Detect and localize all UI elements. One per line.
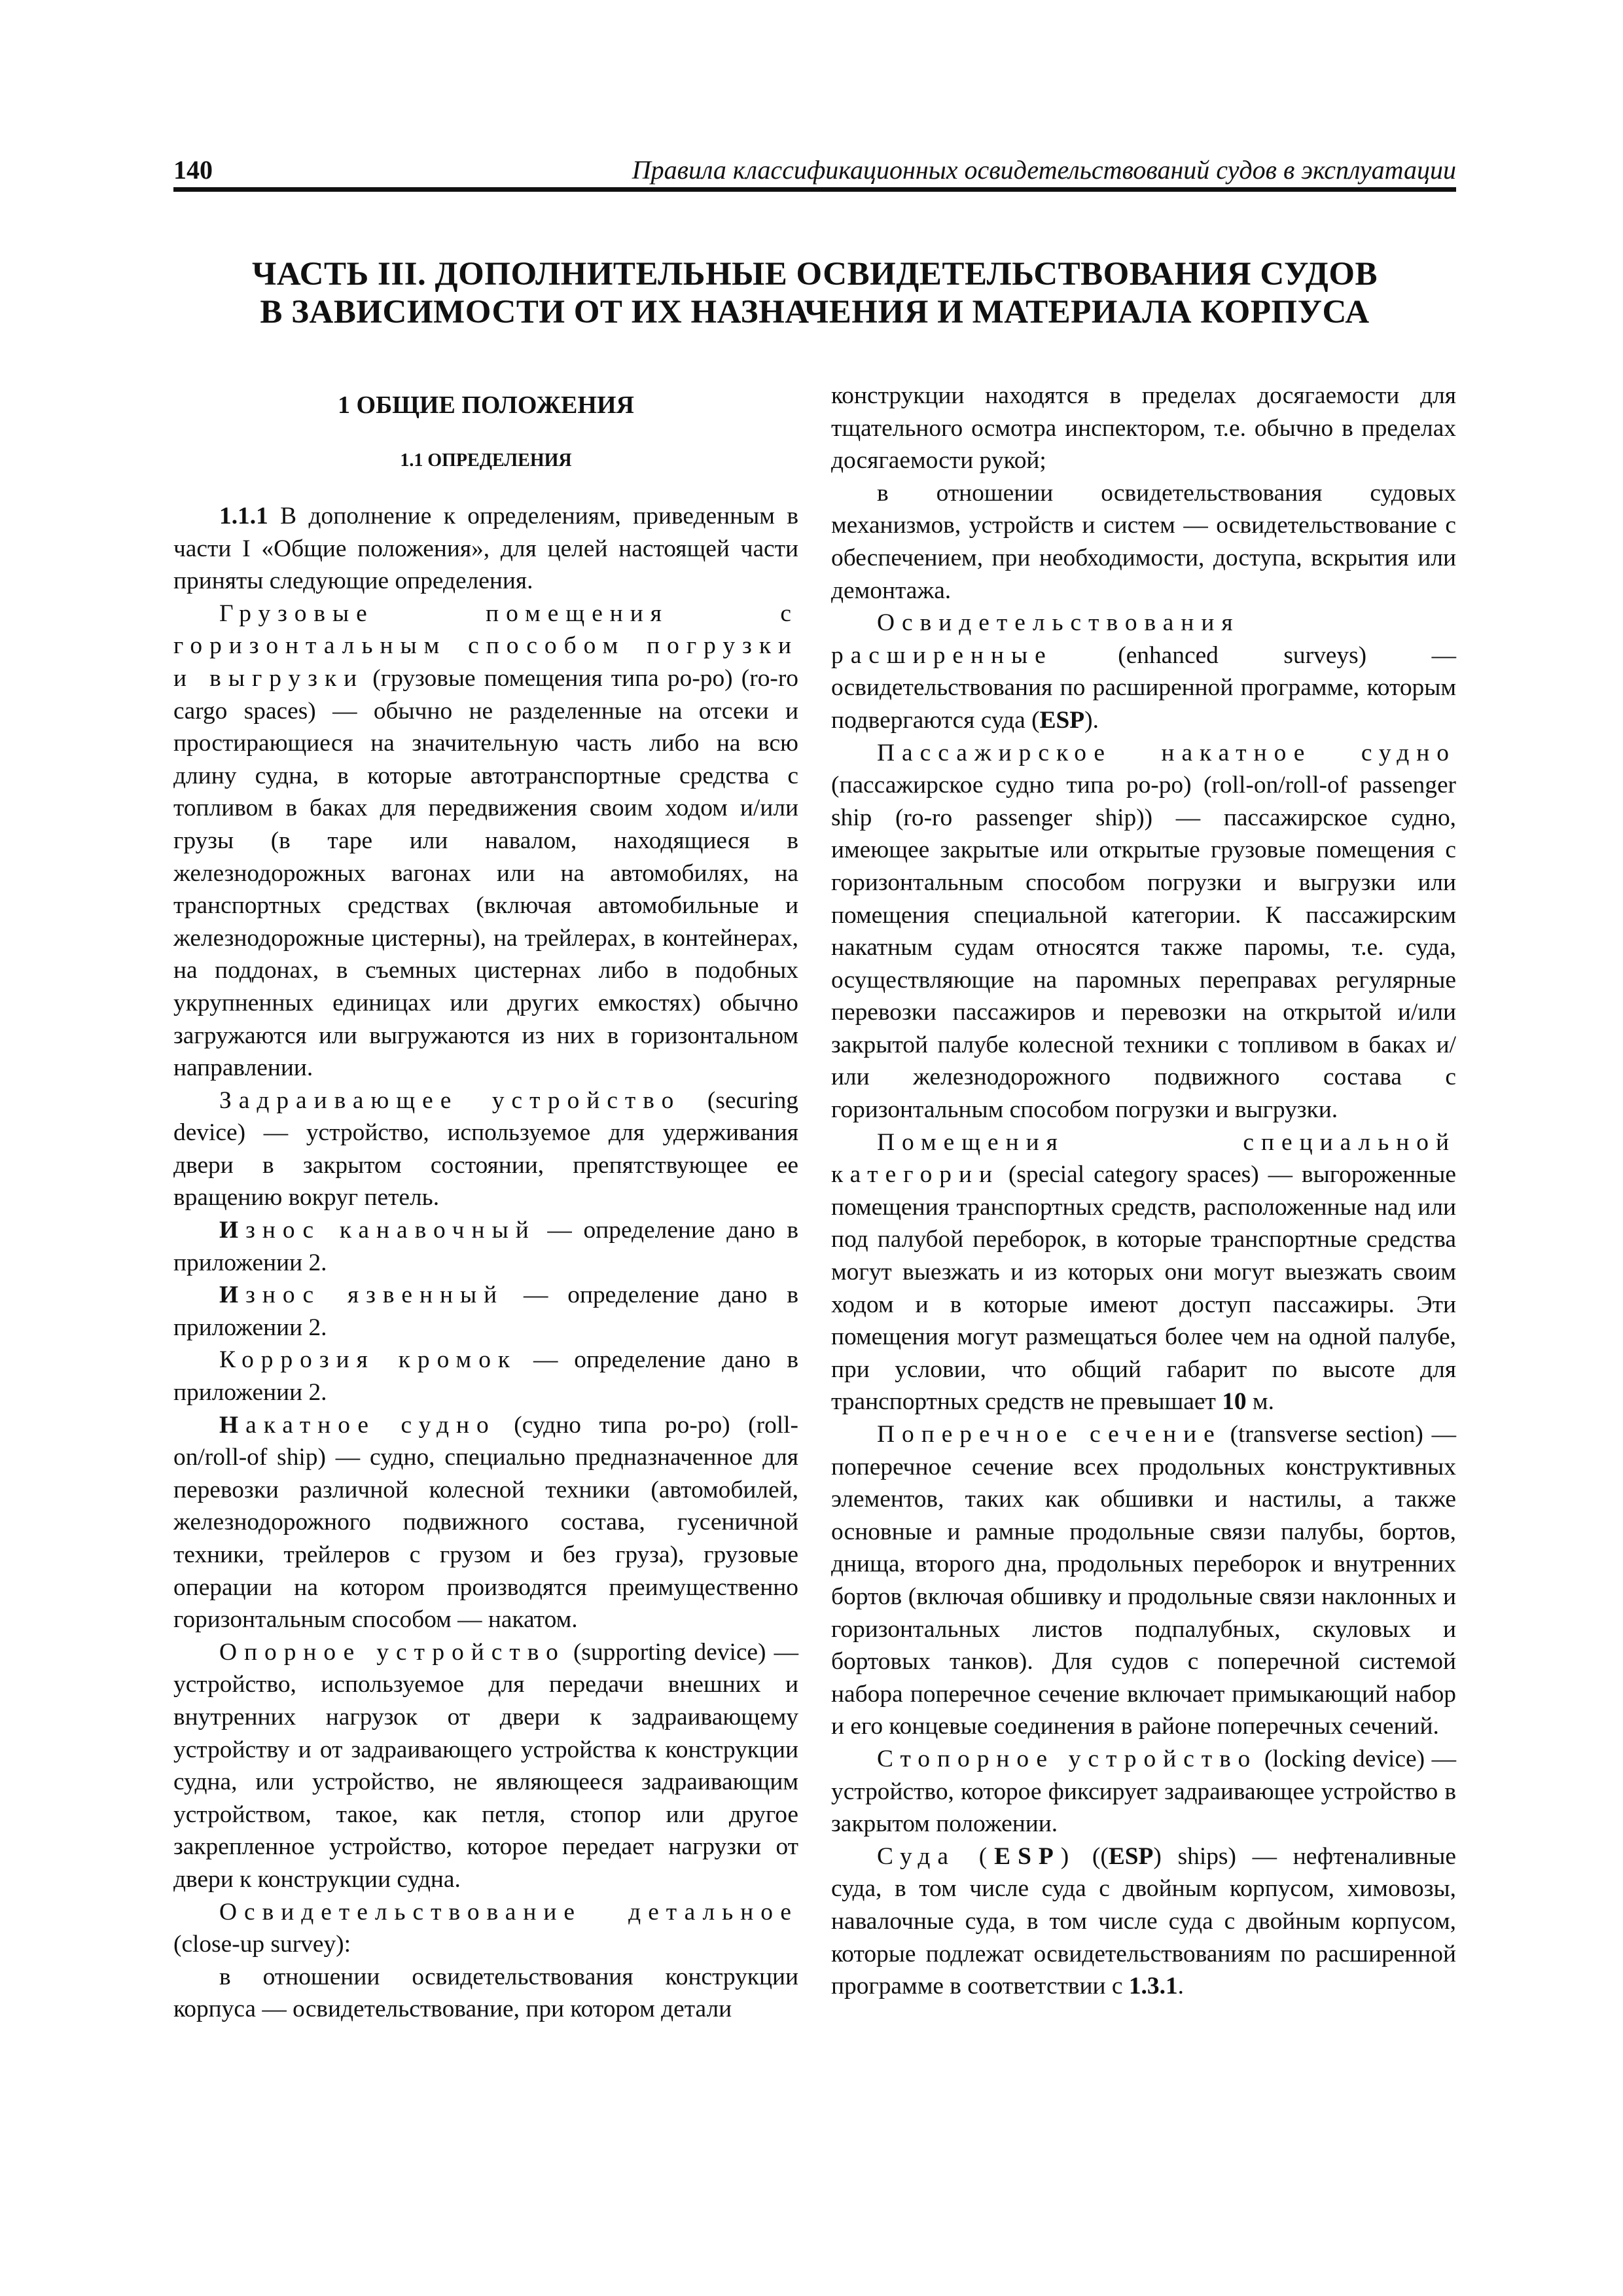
term: Грузовые помещения с горизонтальным способом погрузки и выгрузки [173, 600, 798, 692]
term: Опорное устройство [219, 1638, 565, 1666]
term: Пассажирское накатное судно [877, 739, 1456, 766]
paragraph-hull-structure: в отношении освидетельствования конструкции корпуса — освидетельствование, при котором детали [173, 1963, 798, 2023]
definition-ro-ro-passenger-ship: Пассажирское накатное судно (пассажирское судно типа ро-ро) (roll-on/roll-of passenger ship (ro-ro passenger ship)) — пассажирское судно, имеющее закрытые или открытые грузовые помещения с горизонтальным способом погрузки и выгрузки или помещения специальной категории. К пассажирским накатным судам относятся также паромы, т.е. суда, осуществляющие на паромных переправах регулярные перевозки пассажиров и перевозки на открытой и/или закрытой палубе колесной техники с топливом в баках и/или железнодорожного подвижного состава с горизонтальным способом погрузки и выгрузки. [831, 739, 1456, 1124]
section-heading: 1 ОБЩИЕ ПОЛОЖЕНИЯ [338, 391, 634, 419]
term: Освидетельствование детальное [219, 1898, 798, 1926]
part-title-line-2: В ЗАВИСИМОСТИ ОТ ИХ НАЗНАЧЕНИЯ И МАТЕРИАЛА КОРПУСА [260, 294, 1370, 331]
definition-edge-corrosion: Коррозия кромок — определение дано в приложении 2. [173, 1346, 798, 1407]
definition-locking-device: Стопорное устройство (locking device) — устройство, которое фиксирует задраивающее устройство в закрытом положении. [831, 1745, 1456, 1838]
term: Стопорное устройство [877, 1745, 1258, 1772]
right-column [831, 380, 1456, 2003]
definition-pitting: Износ язвенный — определение дано в приложении 2. [173, 1282, 798, 1341]
part-title [173, 255, 1456, 331]
term: Помещения специальной категории [831, 1128, 1456, 1189]
left-column [173, 380, 798, 2026]
term: знос канавочный [245, 1217, 536, 1244]
definition-ro-ro-ship: Накатное судно (судно типа ро-ро) (roll-on/roll-of ship) — судно, специально предназначенное для перевозки различной колесной техники (автомобилей, железнодорожного подвижного состава, гусеничной техники, трейлеров с грузом и без груза), грузовые операции на котором производятся преимущественно горизонтальным способом — накатом. [173, 1411, 798, 1634]
definition-close-up-survey: Освидетельствование детальное (close-up survey): [173, 1898, 798, 1958]
subsection-heading: 1.1 ОПРЕДЕЛЕНИЯ [400, 450, 572, 471]
paragraph-continuation: конструкции находятся в пределах досягаемости для тщательного осмотра инспектором, т.е. обычно в пределах досягаемости рукой; [831, 382, 1456, 475]
term: Задраивающее устройство [219, 1086, 681, 1114]
page-header [173, 145, 1456, 192]
part-title-line-1: ЧАСТЬ III. ДОПОЛНИТЕЛЬНЫЕ ОСВИДЕТЕЛЬСТВОВАНИЯ СУДОВ [251, 256, 1378, 293]
running-title: Правила классификационных освидетельствований судов в эксплуатации [632, 155, 1456, 185]
definition-supporting-device: Опорное устройство (supporting device) — устройство, используемое для передачи внешних и внутренних нагрузок от двери к задраивающему устройству и от задраивающего устройства к конструкции судна, или устройство, не являющееся задраивающим устройством, такое, как петля, стопор или другое закрепленное устройство, которое передает нагрузки от двери к конструкции судна. [173, 1638, 798, 1893]
definition-special-category-spaces: Помещения специальной категории (special category spaces) — выгороженные помещения транспортных средств, расположенные над или под палубой переборок, в которые транспортные средства могут выезжать и из которых они могут выезжать своим ходом и в которые имеют доступ пассажиры. Эти помещения могут размещаться более чем на одной палубе, при условии, что общий габарит по высоте для транспортных средств не превышает 10 м. [831, 1128, 1456, 1416]
term: Поперечное сечение [877, 1421, 1222, 1448]
term: акатное судно [245, 1411, 496, 1439]
definition-esp-ships: Суда (ESP) ((ESP) ships) — нефтеналивные суда, в том числе суда с двойным корпусом, химовозы, навалочные суда, в том числе суда с двойным корпусом, которые подлежат освидетельствованиям по расширенной программе в соответствии с 1.3.1. [831, 1842, 1456, 2000]
term: знос язвенный [245, 1282, 505, 1309]
definition-enhanced-surveys: Освидетельствования расширенные (enhanced surveys) — освидетельствования по расширенной программе, которым подвергаются суда (ESP). [831, 609, 1456, 734]
paragraph-1-1-1: 1.1.1 В дополнение к определениям, приведенным в части I «Общие положения», для целей настоящей части приняты следующие определения. [173, 503, 798, 595]
paragraph-machinery: в отношении освидетельствования судовых механизмов, устройств и систем — освидетельствование с обеспечением, при необходимости, доступа, вскрытия или демонтажа. [831, 479, 1456, 604]
term: Освидетельствования расширенные [831, 609, 1240, 669]
term: Коррозия кромок [219, 1346, 518, 1374]
page-number: 140 [173, 155, 213, 185]
term: Суда ( [877, 1842, 995, 1870]
definition-ro-ro-cargo-spaces: Грузовые помещения с горизонтальным способом погрузки и выгрузки (грузовые помещения типа ро-ро) (ro-ro cargo spaces) — обычно не разделенные на отсеки и простирающиеся на значительную часть либо на всю длину судна, в которые автотранспортные средства с топливом в баках для передвижения своим ходом и/или грузы (в таре или навалом, находящиеся в железнодорожных вагонах или на автомобилях, на транспортных средствах (включая автомобильные и железнодорожные цистерны), на трейлерах, в контейнерах, на поддонах, в съемных цистернах либо в подобных укрупненных единицах или других емкостях) обычно загружаются или выгружаются из них в горизонтальном направлении. [173, 600, 798, 1082]
definition-grooving-wear: Износ канавочный — определение дано в приложении 2. [173, 1217, 798, 1276]
definition-transverse-section: Поперечное сечение (transverse section) — поперечное сечение всех продольных конструктивных элементов, таких как обшивки и настилы, а также основные и рамные продольные связи палубы, бортов, днища, второго дна, продольных переборок и внутренних бортов (включая обшивку и продольные связи наклонных и горизонтальных листов подпалубных, скуловых и бортовых танков). Для судов с поперечной системой набора поперечное сечение включает примыкающий набор и его концевые соединения в районе поперечных сечений. [831, 1421, 1456, 1740]
clause-number: 1.1.1 [219, 503, 268, 529]
definition-securing-device: Задраивающее устройство (securing device) — устройство, используемое для удерживания двери в закрытом состоянии, препятствующее ее вращению вокруг петель. [173, 1086, 798, 1211]
